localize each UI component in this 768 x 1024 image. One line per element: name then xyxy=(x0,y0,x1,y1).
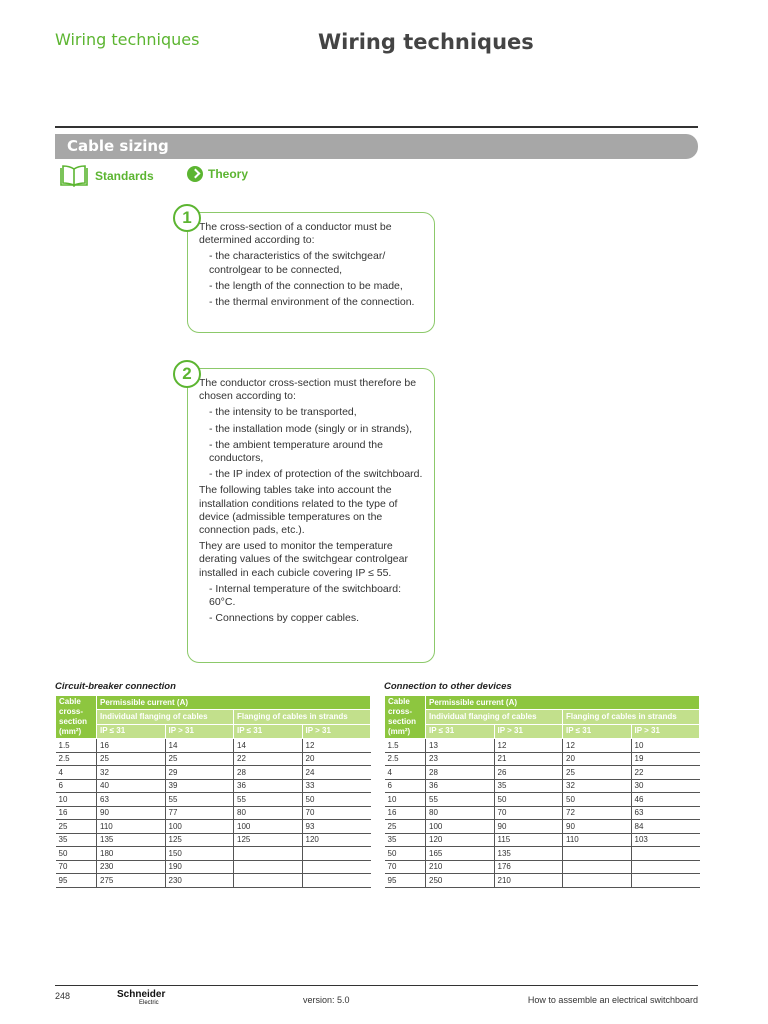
col-header-ip-gt: IP > 31 xyxy=(165,724,234,738)
current-value-cell: 176 xyxy=(494,860,563,874)
logo-main: Schneider xyxy=(117,989,166,1000)
current-value-cell: 120 xyxy=(302,833,371,847)
cross-section-cell: 10 xyxy=(385,793,426,807)
current-value-cell: 100 xyxy=(234,820,303,834)
current-value-cell xyxy=(302,860,371,874)
current-value-cell: 35 xyxy=(494,779,563,793)
chevron-right-icon xyxy=(187,166,203,182)
box1-item: - the thermal environment of the connection. xyxy=(209,296,415,309)
table-caption: Circuit-breaker connection xyxy=(55,681,176,692)
table-body xyxy=(385,739,700,888)
current-value-cell: 36 xyxy=(426,779,495,793)
current-value-cell: 80 xyxy=(426,806,495,820)
cross-section-cell: 6 xyxy=(385,779,426,793)
current-value-cell: 70 xyxy=(302,806,371,820)
col-header-ip-gt: IP > 31 xyxy=(302,724,371,738)
table-row xyxy=(56,847,371,861)
current-value-cell: 150 xyxy=(165,847,234,861)
current-value-cell: 55 xyxy=(234,793,303,807)
box2-paragraph: The following tables take into account the installation conditions related to the type of device (admissible temperatures on the connection pads, etc.). xyxy=(199,484,398,537)
step-number-1: 1 xyxy=(173,204,201,232)
section-title: Cable sizing xyxy=(67,137,169,155)
current-value-cell: 25 xyxy=(97,752,166,766)
current-value-cell: 36 xyxy=(234,779,303,793)
current-value-cell: 39 xyxy=(165,779,234,793)
table-row xyxy=(56,806,371,820)
current-value-cell: 14 xyxy=(234,739,303,753)
current-value-cell: 80 xyxy=(234,806,303,820)
current-value-cell xyxy=(302,874,371,888)
current-value-cell: 125 xyxy=(234,833,303,847)
table-row xyxy=(385,806,700,820)
cross-section-cell: 35 xyxy=(56,833,97,847)
current-value-cell: 165 xyxy=(426,847,495,861)
footer-divider xyxy=(55,985,698,986)
current-value-cell: 23 xyxy=(426,752,495,766)
current-value-cell xyxy=(563,847,632,861)
cross-section-cell: 95 xyxy=(385,874,426,888)
current-value-cell: 50 xyxy=(494,793,563,807)
table-body xyxy=(56,739,371,888)
col-header-ip-le: IP ≤ 31 xyxy=(563,724,632,738)
current-value-cell: 190 xyxy=(165,860,234,874)
current-value-cell xyxy=(563,874,632,888)
box2-item: - the installation mode (singly or in strands), xyxy=(209,422,413,435)
box2-paragraph: They are used to monitor the temperature derating values of the switchgear controlgear installed in each cubicle covering IP ≤ 55. xyxy=(199,540,408,579)
cross-section-cell: 35 xyxy=(385,833,426,847)
table-row xyxy=(56,766,371,780)
col-header-ip-le: IP ≤ 31 xyxy=(234,724,303,738)
table-row xyxy=(56,779,371,793)
table-row xyxy=(385,820,700,834)
current-value-cell: 16 xyxy=(97,739,166,753)
box1-item: - the characteristics of the switchgear/ controlgear to be connected, xyxy=(209,250,386,276)
current-value-cell: 12 xyxy=(494,739,563,753)
logo-sub: Electric xyxy=(139,1000,159,1006)
current-value-cell: 100 xyxy=(165,820,234,834)
current-value-cell: 180 xyxy=(97,847,166,861)
current-value-cell: 250 xyxy=(426,874,495,888)
current-value-cell: 90 xyxy=(563,820,632,834)
current-value-cell: 50 xyxy=(563,793,632,807)
box1-intro: The cross-section of a conductor must be determined according to: xyxy=(199,221,392,247)
current-value-cell: 125 xyxy=(165,833,234,847)
table-row xyxy=(56,860,371,874)
col-header-ip-le: IP ≤ 31 xyxy=(97,724,166,738)
current-value-cell: 40 xyxy=(97,779,166,793)
current-value-cell: 12 xyxy=(302,739,371,753)
book-icon xyxy=(60,165,88,187)
col-header-strands: Flanging of cables in strands xyxy=(234,710,371,724)
cross-section-cell: 2.5 xyxy=(385,752,426,766)
current-value-cell: 50 xyxy=(302,793,371,807)
cross-section-cell: 25 xyxy=(385,820,426,834)
current-value-cell: 32 xyxy=(97,766,166,780)
section-bar xyxy=(55,134,698,159)
other-devices-table-section xyxy=(384,681,700,888)
col-header-individual: Individual flanging of cables xyxy=(97,710,234,724)
cross-section-cell: 4 xyxy=(385,766,426,780)
step-number-2: 2 xyxy=(173,360,201,388)
current-value-cell: 275 xyxy=(97,874,166,888)
current-value-cell xyxy=(234,860,303,874)
current-value-cell: 21 xyxy=(494,752,563,766)
current-value-cell: 77 xyxy=(165,806,234,820)
current-value-cell: 26 xyxy=(494,766,563,780)
cross-section-cell: 10 xyxy=(56,793,97,807)
box2-item: - the ambient temperature around the conductors, xyxy=(209,438,383,465)
col-header-cable: Cable cross-section (mm²) xyxy=(385,696,426,739)
current-value-cell: 55 xyxy=(165,793,234,807)
table-row xyxy=(385,847,700,861)
current-value-cell xyxy=(302,847,371,861)
tab-standards-label: Standards xyxy=(95,169,154,183)
tab-theory[interactable] xyxy=(187,166,248,182)
version-label: version: 5.0 xyxy=(303,995,350,1005)
current-value-cell: 22 xyxy=(234,752,303,766)
cross-section-cell: 70 xyxy=(56,860,97,874)
col-header-permissible: Permissible current (A) xyxy=(426,696,700,710)
current-value-cell: 13 xyxy=(426,739,495,753)
info-box-1 xyxy=(182,208,435,333)
table-row xyxy=(56,874,371,888)
col-header-cable: Cable cross-section (mm²) xyxy=(56,696,97,739)
current-value-cell xyxy=(234,874,303,888)
cross-section-cell: 95 xyxy=(56,874,97,888)
info-box-2 xyxy=(182,364,435,663)
cross-section-cell: 16 xyxy=(385,806,426,820)
current-value-cell: 12 xyxy=(563,739,632,753)
current-value-cell xyxy=(631,874,700,888)
current-value-cell xyxy=(563,860,632,874)
table-row xyxy=(56,739,371,753)
col-header-ip-gt: IP > 31 xyxy=(494,724,563,738)
table-caption: Connection to other devices xyxy=(384,681,512,692)
current-value-cell: 22 xyxy=(631,766,700,780)
table-row xyxy=(385,833,700,847)
current-value-cell: 103 xyxy=(631,833,700,847)
current-value-cell: 90 xyxy=(494,820,563,834)
footer-title: How to assemble an electrical switchboard xyxy=(527,995,698,1005)
current-value-cell: 29 xyxy=(165,766,234,780)
table-row xyxy=(385,793,700,807)
current-value-cell: 32 xyxy=(563,779,632,793)
current-value-cell: 28 xyxy=(426,766,495,780)
current-value-cell: 46 xyxy=(631,793,700,807)
current-value-cell: 19 xyxy=(631,752,700,766)
current-value-cell: 210 xyxy=(426,860,495,874)
current-value-cell: 84 xyxy=(631,820,700,834)
page-title: Wiring techniques xyxy=(318,30,534,54)
table-row xyxy=(385,752,700,766)
table-row xyxy=(385,766,700,780)
current-value-cell: 24 xyxy=(302,766,371,780)
current-value-cell: 110 xyxy=(563,833,632,847)
current-value-cell: 70 xyxy=(494,806,563,820)
tab-standards[interactable] xyxy=(60,165,154,187)
current-value-cell: 33 xyxy=(302,779,371,793)
cross-section-cell: 50 xyxy=(56,847,97,861)
box2-item: - the intensity to be transported, xyxy=(209,406,357,419)
col-header-ip-le: IP ≤ 31 xyxy=(426,724,495,738)
table-row xyxy=(56,752,371,766)
header-divider xyxy=(55,126,698,128)
table-row xyxy=(385,779,700,793)
header-section-label: Wiring techniques xyxy=(55,30,200,49)
cross-section-cell: 2.5 xyxy=(56,752,97,766)
current-value-cell: 210 xyxy=(494,874,563,888)
current-value-cell: 135 xyxy=(494,847,563,861)
cross-section-cell: 1.5 xyxy=(385,739,426,753)
box2-intro: The conductor cross-section must therefore be chosen according to: xyxy=(199,377,417,403)
cross-section-cell: 1.5 xyxy=(56,739,97,753)
current-value-cell: 28 xyxy=(234,766,303,780)
table-row xyxy=(385,739,700,753)
current-value-cell: 25 xyxy=(165,752,234,766)
col-header-individual: Individual flanging of cables xyxy=(426,710,563,724)
page-number: 248 xyxy=(55,991,71,1001)
cross-section-cell: 50 xyxy=(385,847,426,861)
table-row xyxy=(56,820,371,834)
current-value-cell: 25 xyxy=(563,766,632,780)
box2-item: - Connections by copper cables. xyxy=(209,612,359,625)
current-value-cell: 20 xyxy=(563,752,632,766)
table-row xyxy=(385,860,700,874)
current-value-cell: 110 xyxy=(97,820,166,834)
col-header-permissible: Permissible current (A) xyxy=(97,696,371,710)
circuit-breaker-table-section xyxy=(55,681,371,888)
current-value-cell: 115 xyxy=(494,833,563,847)
current-value-cell: 90 xyxy=(97,806,166,820)
current-value-cell: 135 xyxy=(97,833,166,847)
cross-section-cell: 70 xyxy=(385,860,426,874)
current-value-cell: 55 xyxy=(426,793,495,807)
current-value-cell: 63 xyxy=(631,806,700,820)
current-value-cell xyxy=(234,847,303,861)
current-value-cell xyxy=(631,860,700,874)
current-value-cell: 72 xyxy=(563,806,632,820)
table-row xyxy=(56,833,371,847)
tab-theory-label: Theory xyxy=(208,167,249,181)
box2-item: - Internal temperature of the switchboard: 60°C. xyxy=(209,582,402,609)
cross-section-cell: 6 xyxy=(56,779,97,793)
table-row xyxy=(385,874,700,888)
current-value-cell: 120 xyxy=(426,833,495,847)
schneider-logo xyxy=(117,990,165,1008)
current-value-cell: 20 xyxy=(302,752,371,766)
col-header-strands: Flanging of cables in strands xyxy=(563,710,700,724)
other-devices-table xyxy=(384,695,700,888)
current-value-cell xyxy=(631,847,700,861)
current-value-cell: 30 xyxy=(631,779,700,793)
current-value-cell: 10 xyxy=(631,739,700,753)
current-value-cell: 93 xyxy=(302,820,371,834)
current-value-cell: 100 xyxy=(426,820,495,834)
current-value-cell: 63 xyxy=(97,793,166,807)
current-value-cell: 14 xyxy=(165,739,234,753)
current-value-cell: 230 xyxy=(165,874,234,888)
circuit-breaker-table xyxy=(55,695,371,888)
table-row xyxy=(56,793,371,807)
cross-section-cell: 4 xyxy=(56,766,97,780)
box1-item: - the length of the connection to be made, xyxy=(209,279,403,292)
cross-section-cell: 16 xyxy=(56,806,97,820)
cross-section-cell: 25 xyxy=(56,820,97,834)
box2-item: - the IP index of protection of the switchboard. xyxy=(209,468,423,481)
col-header-ip-gt: IP > 31 xyxy=(631,724,700,738)
current-value-cell: 230 xyxy=(97,860,166,874)
